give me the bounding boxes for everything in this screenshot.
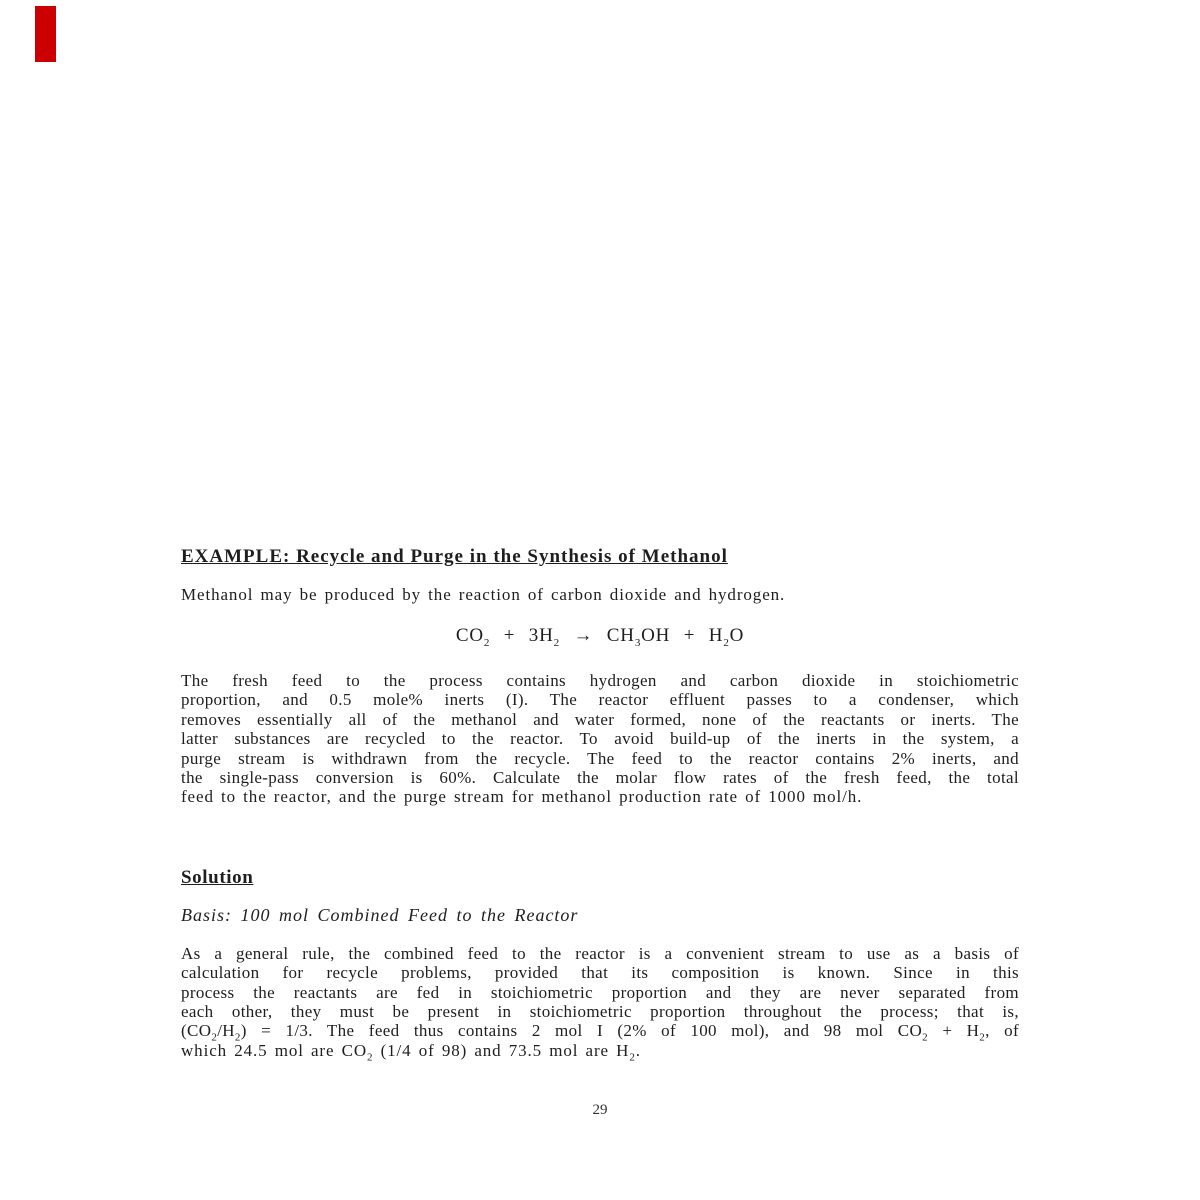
solution-heading: Solution [181, 866, 254, 888]
text-line: proportion, and 0.5 mole% inerts (I). The reactor effluent passes to a condenser, which [181, 690, 1019, 710]
problem-statement [181, 671, 1019, 807]
example-intro: Methanol may be produced by the reaction of carbon dioxide and hydrogen. [181, 585, 786, 604]
page-number: 29 [592, 1102, 608, 1118]
text-line: calculation for recycle problems, provided that its composition is known. Since in this [181, 963, 1019, 983]
text-line: latter substances are recycled to the reactor. To avoid build-up of the inerts in the system, a [181, 729, 1019, 749]
text-line: removes essentially all of the methanol and water formed, none of the reactants or inerts. The [181, 709, 1019, 729]
text-line: The fresh feed to the process contains hydrogen and carbon dioxide in stoichiometric [181, 671, 1019, 690]
text-block [181, 546, 1020, 1064]
text-line: purge stream is withdrawn from the recycle. The feed to the reactor contains 2% inerts, and [181, 748, 1019, 768]
text-line: feed to the reactor, and the purge stream for methanol production rate of 1000 mol/h. [181, 787, 863, 807]
reaction-equation: $CO_2 + 3H_2 \to CH_3OH + H_2O$ [455, 625, 745, 649]
text-line: which 24.5 mol are $CO_2$ (1/4 of 98) and 73.5 mol are $H_2$. [181, 1040, 641, 1064]
text-line: each other, they must be present in stoichiometric proportion throughout the process; that is, [181, 1002, 1019, 1022]
text-line: process the reactants are fed in stoichiometric proportion and they are never separated from [181, 982, 1019, 1002]
red-marker [35, 6, 56, 62]
text-line: As a general rule, the combined feed to the reactor is a convenient stream to use as a basis of [181, 943, 1019, 963]
example-title: EXAMPLE: Recycle and Purge in the Synthesis of Methanol [181, 546, 728, 567]
basis-statement: Basis: 100 mol Combined Feed to the Reactor [181, 904, 579, 925]
text-line: $(CO_2/H_2) = 1/3$. The feed thus contains 2 mol I (2% of 100 mol), and 98 mol $CO_2 + H_2$, of [181, 1021, 1020, 1044]
solution-discussion [181, 943, 1020, 1064]
text-line: the single-pass conversion is 60%. Calculate the molar flow rates of the fresh feed, the total [181, 768, 1019, 788]
